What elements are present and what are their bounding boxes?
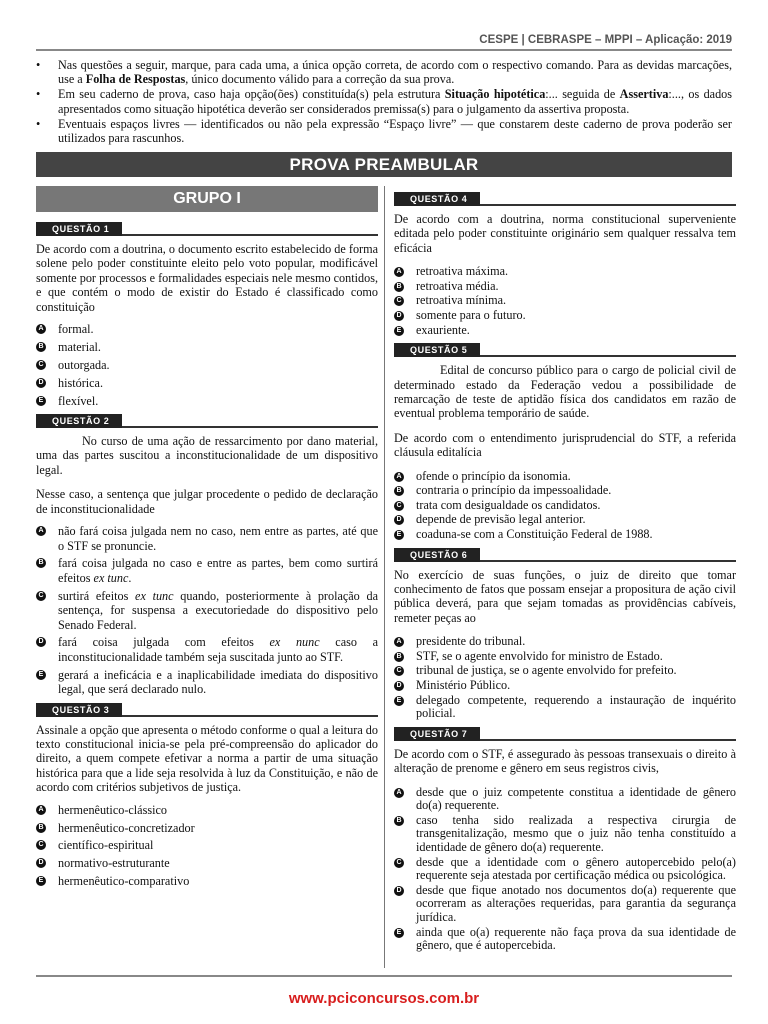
option-letter-icon: A bbox=[36, 526, 46, 536]
option-letter-icon: D bbox=[394, 515, 404, 525]
question-stem: No curso de uma ação de ressarcimento por dano material, uma das partes suscitou a inconstitucionalidade de um dispositivo legal. Nesse caso, a sentença que julgar procedente o pedido de declaração de inconstitucionalidade bbox=[36, 434, 378, 516]
footer-link[interactable]: www.pciconcursos.com.br bbox=[288, 990, 480, 1007]
option-a[interactable]: A ofende o princípio da isonomia. bbox=[394, 470, 736, 484]
option-b[interactable]: B fará coisa julgada no caso e entre as partes, bem como surtirá efeitos ex tunc. bbox=[36, 556, 378, 585]
option-letter-icon: B bbox=[36, 823, 46, 833]
instructions bbox=[36, 58, 732, 146]
question-4 bbox=[394, 192, 736, 337]
option-letter-icon: B bbox=[394, 652, 404, 662]
section-banner: PROVA PREAMBULAR bbox=[36, 152, 732, 177]
question-stem: De acordo com a doutrina, o documento escrito estabelecido de forma solene pelo poder constituinte eleito pelo voto popular, modificável somente por processos e formalidades especiais nele mesmo contidos, e que contém o modo de existir do Estado é classificado como constituição bbox=[36, 242, 378, 314]
right-column bbox=[394, 190, 736, 959]
option-letter-icon: B bbox=[394, 282, 404, 292]
option-a[interactable]: A não fará coisa julgada nem no caso, nem entre as partes, até que o STF se pronuncie. bbox=[36, 524, 378, 553]
option-e[interactable]: E exauriente. bbox=[394, 324, 736, 338]
options-list bbox=[394, 470, 736, 542]
option-letter-icon: B bbox=[394, 486, 404, 496]
question-header bbox=[36, 414, 378, 428]
option-letter-icon: D bbox=[394, 886, 404, 896]
option-letter-icon: C bbox=[36, 591, 46, 601]
option-c[interactable]: C trata com desigualdade os candidatos. bbox=[394, 499, 736, 513]
options-list bbox=[36, 524, 378, 696]
option-letter-icon: D bbox=[36, 378, 46, 388]
options-list bbox=[394, 786, 736, 953]
option-c[interactable]: C tribunal de justiça, se o agente envolvido for prefeito. bbox=[394, 664, 736, 678]
option-letter-icon: D bbox=[36, 637, 46, 647]
option-b[interactable]: B hermenêutico-concretizador bbox=[36, 821, 378, 835]
question-7 bbox=[394, 727, 736, 953]
option-d[interactable]: D histórica. bbox=[36, 376, 378, 390]
question-header bbox=[394, 192, 736, 206]
option-a[interactable]: A formal. bbox=[36, 322, 378, 336]
question-stem: Assinale a opção que apresenta o método conforme o qual a leitura do texto constitucional inicia-se pela pré-compreensão do aplicador do direito, a quem compete efetivar a norma a partir de uma situação histórica para que a lide seja resolvida à luz da Constituição, e não de acordo com critérios subjetivos de justiça. bbox=[36, 722, 378, 795]
question-stem: Edital de concurso público para o cargo de policial civil de determinado estado da Federação vedou a possibilidade de remarcação de teste de aptidão física dos candidatos em razão de eventual problema temporário de saúde. De acordo com o entendimento jurisprudencial do STF, a referida cláusula editalícia bbox=[394, 363, 736, 460]
question-header bbox=[394, 548, 736, 562]
question-stem: De acordo com a doutrina, norma constitucional superveniente editada pelo poder constituinte originário sem qualquer ressalva tem eficácia bbox=[394, 212, 736, 255]
question-header bbox=[36, 703, 378, 717]
option-letter-icon: D bbox=[394, 681, 404, 691]
left-column bbox=[36, 186, 378, 895]
option-letter-icon: B bbox=[36, 342, 46, 352]
option-c[interactable]: C surtirá efeitos ex tunc quando, posteriormente à prolação da sentença, for suspensa a executoriedade do dispositivo pelo Senado Federal. bbox=[36, 589, 378, 632]
options-list bbox=[36, 322, 378, 408]
option-d[interactable]: D Ministério Público. bbox=[394, 679, 736, 693]
column-divider bbox=[384, 186, 385, 968]
question-header bbox=[394, 727, 736, 741]
option-a[interactable]: A hermenêutico-clássico bbox=[36, 803, 378, 817]
option-b[interactable]: B caso tenha sido realizada a respectiva cirurgia de transgenitalização, mesmo que o juiz não tenha constituído a identidade de gênero do(a) requerente. bbox=[394, 814, 736, 855]
question-label: QUESTÃO 5 bbox=[394, 343, 480, 357]
group-title: GRUPO I bbox=[36, 186, 378, 212]
question-1 bbox=[36, 222, 378, 408]
option-letter-icon: B bbox=[394, 816, 404, 826]
option-e[interactable]: E hermenêutico-comparativo bbox=[36, 874, 378, 888]
option-letter-icon: A bbox=[394, 472, 404, 482]
option-d[interactable]: D normativo-estruturante bbox=[36, 856, 378, 870]
question-label: QUESTÃO 2 bbox=[36, 414, 122, 428]
option-e[interactable]: E ainda que o(a) requerente não faça prova da sua identidade de gênero, que é autopercebida. bbox=[394, 926, 736, 953]
options-list bbox=[394, 265, 736, 337]
option-c[interactable]: C outorgada. bbox=[36, 358, 378, 372]
instruction-2: • Em seu caderno de prova, caso haja opção(ões) constituída(s) pela estrutura Situação hipotética:... seguida de Assertiva:..., os dados apresentados como situação hipotética deverão ser considerados premissa(s) para o julgamento da assertiva proposta. bbox=[36, 87, 733, 116]
question-header bbox=[394, 343, 736, 357]
option-letter-icon: E bbox=[36, 876, 46, 886]
question-label: QUESTÃO 1 bbox=[36, 222, 122, 236]
bullet: • bbox=[36, 58, 41, 72]
question-label: QUESTÃO 6 bbox=[394, 548, 480, 562]
option-letter-icon: C bbox=[394, 858, 404, 868]
option-letter-icon: A bbox=[394, 637, 404, 647]
bullet: • bbox=[36, 87, 41, 102]
option-b[interactable]: B material. bbox=[36, 340, 378, 354]
option-c[interactable]: C retroativa mínima. bbox=[394, 294, 736, 308]
option-letter-icon: C bbox=[394, 296, 404, 306]
options-list bbox=[394, 635, 736, 721]
option-b[interactable]: B retroativa média. bbox=[394, 280, 736, 294]
option-e[interactable]: E coaduna-se com a Constituição Federal de 1988. bbox=[394, 528, 736, 542]
option-c[interactable]: C desde que a identidade com o gênero autopercebido pelo(a) requerente seja atestada por certificação médica ou psicológica. bbox=[394, 856, 736, 883]
question-stem: No exercício de suas funções, o juiz de direito que tomar conhecimento de fatos que possam ensejar a propositura de ação civil pública deverá, para que sejam tomadas as providências cabíveis, remeter peças ao bbox=[394, 567, 736, 625]
question-2 bbox=[36, 414, 378, 697]
option-d[interactable]: D somente para o futuro. bbox=[394, 309, 736, 323]
question-label: QUESTÃO 7 bbox=[394, 727, 480, 741]
question-5 bbox=[394, 343, 736, 541]
option-letter-icon: B bbox=[36, 558, 46, 568]
option-e[interactable]: E delegado competente, requerendo a instauração de inquérito policial. bbox=[394, 694, 736, 721]
option-letter-icon: E bbox=[394, 326, 404, 336]
option-d[interactable]: D depende de previsão legal anterior. bbox=[394, 513, 736, 527]
bottom-rule bbox=[36, 975, 732, 977]
option-letter-icon: D bbox=[394, 311, 404, 321]
question-header bbox=[36, 222, 378, 236]
top-rule bbox=[36, 49, 732, 51]
exam-header: CESPE | CEBRASPE – MPPI – Aplicação: 2019 bbox=[479, 34, 732, 46]
option-a[interactable]: A presidente do tribunal. bbox=[394, 635, 736, 649]
option-c[interactable]: C científico-espiritual bbox=[36, 838, 378, 852]
question-6 bbox=[394, 548, 736, 721]
option-letter-icon: A bbox=[394, 267, 404, 277]
option-b[interactable]: B STF, se o agente envolvido for ministro de Estado. bbox=[394, 650, 736, 664]
option-letter-icon: A bbox=[36, 805, 46, 815]
option-e[interactable]: E flexível. bbox=[36, 394, 378, 408]
option-letter-icon: E bbox=[36, 396, 46, 406]
option-letter-icon: E bbox=[36, 670, 46, 680]
option-letter-icon: C bbox=[36, 840, 46, 850]
option-letter-icon: A bbox=[36, 324, 46, 334]
option-letter-icon: E bbox=[394, 928, 404, 938]
question-label: QUESTÃO 3 bbox=[36, 703, 122, 717]
option-letter-icon: A bbox=[394, 788, 404, 798]
option-letter-icon: C bbox=[36, 360, 46, 370]
option-letter-icon: C bbox=[394, 666, 404, 676]
option-letter-icon: D bbox=[36, 858, 46, 868]
option-d[interactable]: D desde que fique anotado nos documentos do(a) requerente que ocorreram as alterações requeridas, para garantia da segurança jurídica. bbox=[394, 884, 736, 925]
bullet: • bbox=[36, 116, 41, 131]
option-e[interactable]: E gerará a ineficácia e a inaplicabilidade imediata do dispositivo legal, que será declarado nulo. bbox=[36, 668, 378, 697]
option-a[interactable]: A desde que o juiz competente constitua a identidade de gênero do(a) requerente. bbox=[394, 786, 736, 813]
question-3 bbox=[36, 703, 378, 889]
option-letter-icon: C bbox=[394, 501, 404, 511]
instruction-3: • Eventuais espaços livres — identificados ou não pela expressão “Espaço livre” — que constarem deste caderno de prova poderão ser utilizados para rascunhos. bbox=[36, 116, 732, 146]
option-a[interactable]: A retroativa máxima. bbox=[394, 265, 736, 279]
question-label: QUESTÃO 4 bbox=[394, 192, 480, 206]
option-letter-icon: E bbox=[394, 696, 404, 706]
options-list bbox=[36, 803, 378, 889]
option-letter-icon: E bbox=[394, 530, 404, 540]
question-stem: De acordo com o STF, é assegurado às pessoas transexuais o direito à alteração de prenome e gênero em seus registros civis, bbox=[394, 746, 736, 776]
option-b[interactable]: B contraria o princípio da impessoalidade. bbox=[394, 484, 736, 498]
option-d[interactable]: D fará coisa julgada com efeitos ex nunc caso a inconstitucionalidade também seja suscitada junto ao STF. bbox=[36, 635, 378, 664]
instruction-1: • Nas questões a seguir, marque, para cada uma, a única opção correta, de acordo com o respectivo comando. Para as devidas marcações, use a Folha de Respostas, único documento válido para a correção da sua prova. bbox=[36, 58, 732, 87]
